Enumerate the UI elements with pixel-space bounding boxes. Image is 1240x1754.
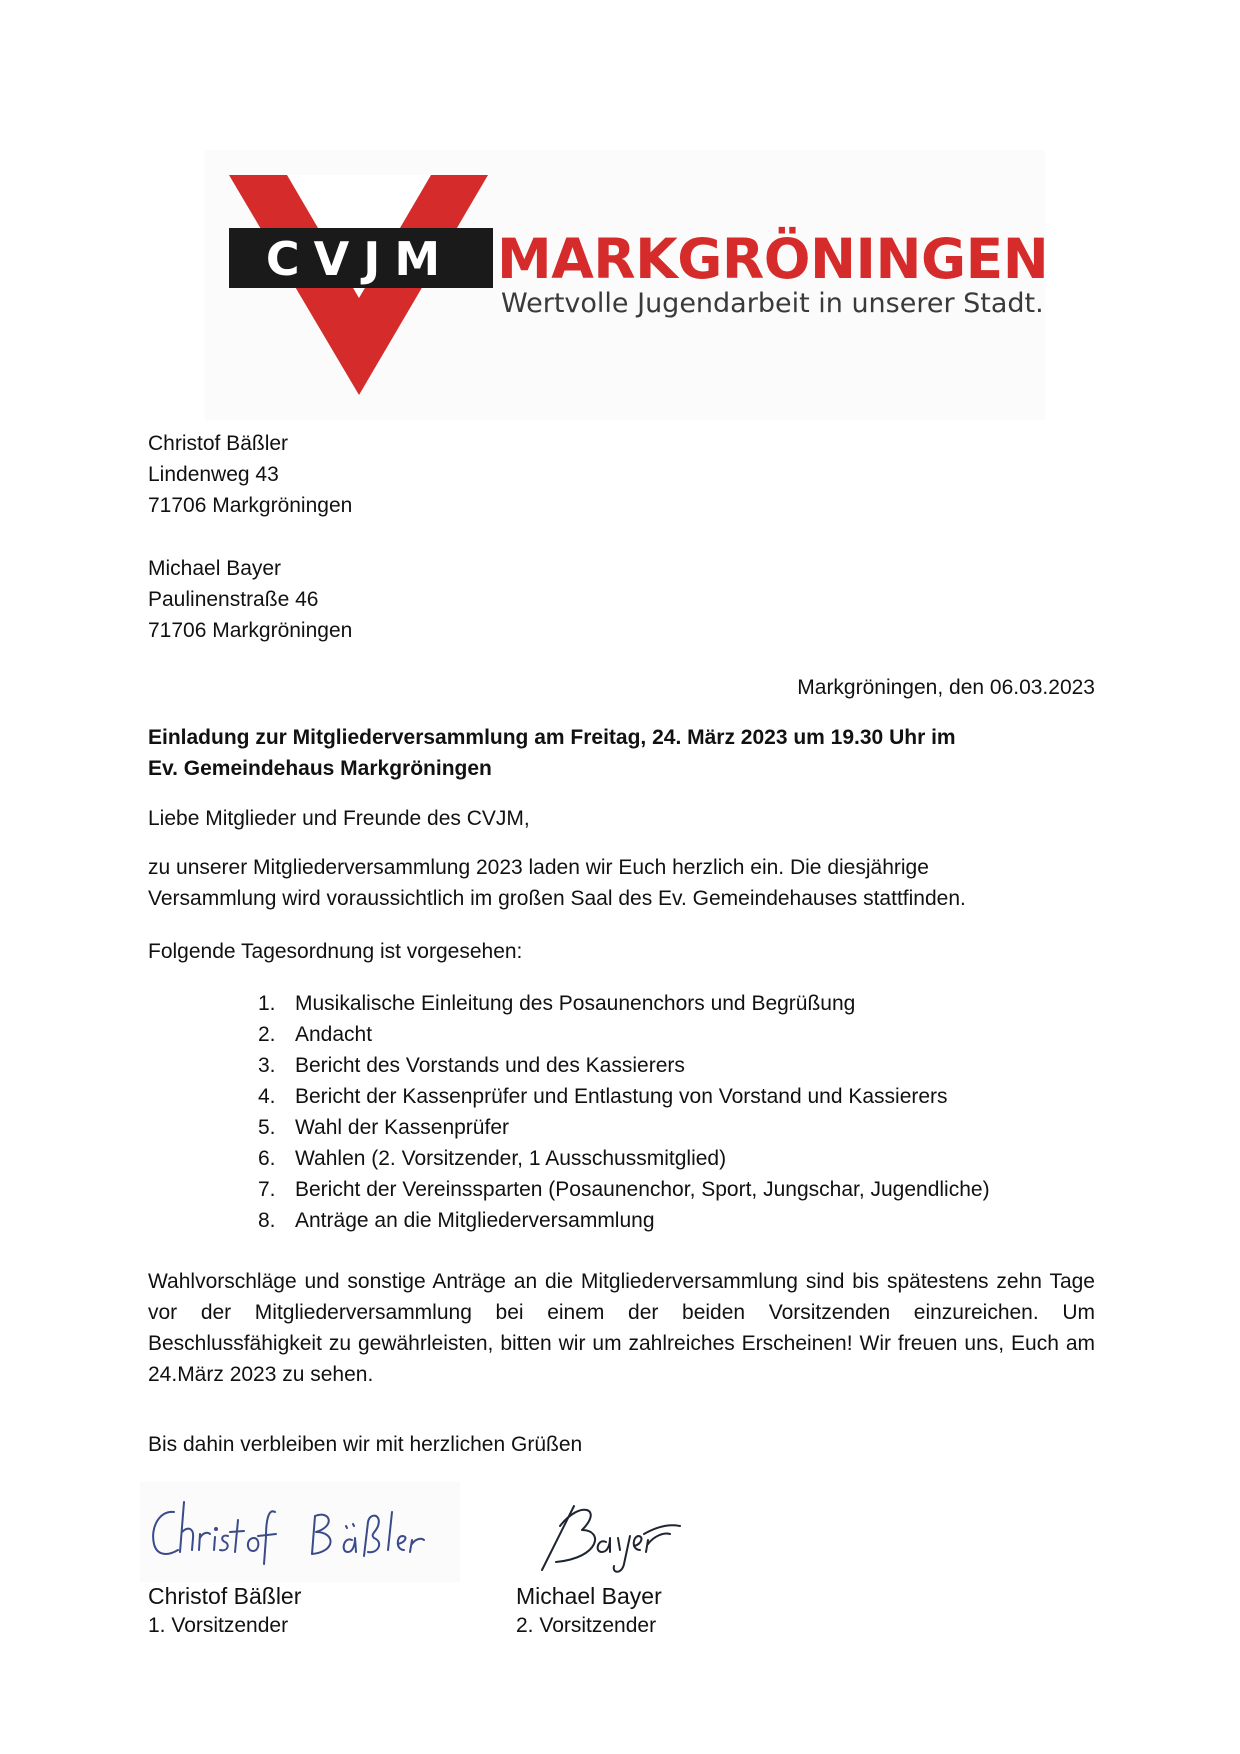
letter-subject (148, 722, 956, 784)
sender-street: Lindenweg 43 (148, 463, 279, 486)
recipient-street: Paulinenstraße 46 (148, 588, 319, 611)
agenda-item-text: Bericht des Vorstands und des Kassierers (295, 1054, 685, 1077)
agenda-item-text: Andacht (295, 1023, 373, 1046)
logo-tagline: Wertvolle Jugendarbeit in unserer Stadt. (501, 288, 1044, 319)
salutation: Liebe Mitglieder und Freunde des CVJM, (148, 807, 530, 830)
agenda-item (258, 1081, 990, 1112)
agenda-item (258, 1205, 990, 1236)
agenda-item-number: 7. (258, 1178, 276, 1201)
farewell: Bis dahin verbleiben wir mit herzlichen Grüßen (148, 1433, 583, 1456)
intro-paragraph (148, 852, 1095, 914)
logo-emblem-text: CVJM (265, 232, 455, 286)
signer-name: Christof Bäßler (148, 1583, 302, 1609)
agenda-item-text: Wahlen (2. Vorsitzender, 1 Ausschussmitglied) (295, 1147, 727, 1170)
signature-block-second (516, 1582, 662, 1640)
agenda-item (258, 1143, 990, 1174)
agenda-item-number: 1. (258, 992, 276, 1015)
agenda-item-number: 3. (258, 1054, 276, 1077)
signature-block-first (148, 1582, 301, 1640)
recipient-name: Michael Bayer (148, 557, 282, 580)
agenda-item-text: Wahl der Kassenprüfer (295, 1116, 509, 1139)
agenda-item-text: Musikalische Einleitung des Posaunenchors und Begrüßung (295, 992, 856, 1015)
agenda-item (258, 1050, 990, 1081)
agenda-item-number: 2. (258, 1023, 276, 1046)
intro-line-2: Versammlung wird voraussichtlich im großen Saal des Ev. Gemeindehauses stattfinden. (148, 887, 966, 910)
agenda-item-number: 5. (258, 1116, 276, 1139)
signer-name: Michael Bayer (516, 1583, 662, 1609)
sender-address (148, 428, 352, 521)
signer-role: 2. Vorsitzender (516, 1614, 657, 1637)
agenda-item-text: Anträge an die Mitgliederversammlung (295, 1209, 655, 1232)
sender-name: Christof Bäßler (148, 432, 289, 455)
intro-line-1: zu unserer Mitgliederversammlung 2023 laden wir Euch herzlich ein. Die diesjährige (148, 856, 929, 879)
recipient-city: 71706 Markgröningen (148, 619, 353, 642)
agenda-intro: Folgende Tagesordnung ist vorgesehen: (148, 940, 523, 963)
letter-date: Markgröningen, den 06.03.2023 (797, 676, 1095, 699)
agenda-item (258, 988, 990, 1019)
agenda-item-text: Bericht der Vereinssparten (Posaunenchor, Sport, Jungschar, Jugendliche) (295, 1178, 990, 1201)
agenda-item-number: 6. (258, 1147, 276, 1170)
subject-line-2: Ev. Gemeindehaus Markgröningen (148, 757, 492, 780)
signer-role: 1. Vorsitzender (148, 1614, 289, 1637)
sender-city: 71706 Markgröningen (148, 494, 353, 517)
cvjm-logo (205, 150, 1049, 420)
agenda-item-number: 8. (258, 1209, 276, 1232)
agenda-item (258, 1174, 990, 1205)
closing-paragraph: Wahlvorschläge und sonstige Anträge an die Mitgliederversammlung sind bis spätestens zehn Tage vor der Mitgliederversammlung bei einem der beiden Vorsitzenden einzureichen. Um Beschlussfähigkeit zu gewährleisten, bitten wir um zahlreiches Erscheinen! Wir freuen uns, Euch am 24.März 2023 zu sehen. (148, 1270, 1095, 1386)
agenda-item-number: 4. (258, 1085, 276, 1108)
agenda-item-text: Bericht der Kassenprüfer und Entlastung von Vorstand und Kassierers (295, 1085, 948, 1108)
recipient-address (148, 553, 352, 646)
signature-bayer-image (520, 1486, 690, 1582)
subject-line-1: Einladung zur Mitgliederversammlung am Freitag, 24. März 2023 um 19.30 Uhr im (148, 726, 956, 749)
signature-christof-image (140, 1482, 460, 1582)
logo-brand-name: MARKGRÖNINGEN (497, 227, 1049, 291)
agenda-list (258, 988, 990, 1236)
agenda-item (258, 1112, 990, 1143)
agenda-item (258, 1019, 990, 1050)
